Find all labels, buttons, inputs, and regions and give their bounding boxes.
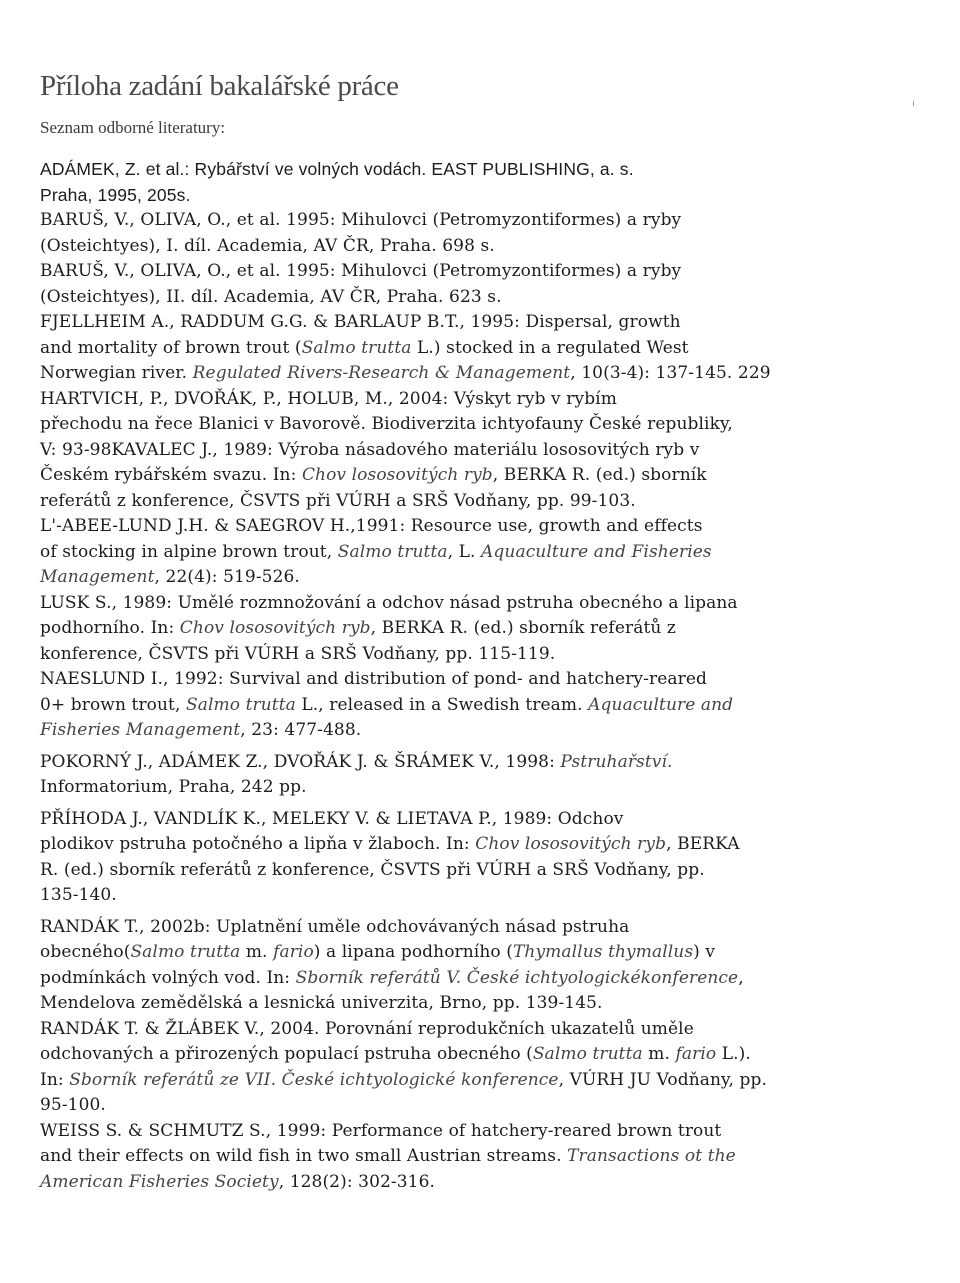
italic-text: Salmo trutta [186, 694, 296, 715]
reference-line [40, 387, 920, 413]
italic-text: Sborník referátů V. České ichtyologickékonference [295, 967, 739, 988]
reference-list [40, 157, 920, 1195]
reference-line [40, 540, 920, 566]
text-run: In: [40, 1069, 70, 1090]
text-run: (Osteichtyes), II. díl. Academia, AV ČR, Praha. 623 s. [40, 286, 502, 307]
italic-text: Regulated Rivers-Research & Management [192, 363, 571, 383]
text-run: podmínkách volných vod. In: [40, 967, 296, 988]
text-run: 95-100. [40, 1095, 106, 1115]
reference-line [40, 1042, 920, 1068]
reference-line [40, 438, 920, 464]
reference-line [40, 489, 920, 515]
text-run: NAESLUND I., 1992: Survival and distribution of pond- and hatchery-reared [40, 669, 707, 689]
reference-line [40, 775, 920, 801]
text-run: and their effects on wild fish in two small Austrian streams. [40, 1146, 568, 1166]
reference-line [40, 832, 920, 858]
reference-line [40, 966, 920, 992]
scan-mark [913, 101, 914, 106]
text-run: BARUŠ, V., OLIVA, O., et al. 1995: Mihulovci (Petromyzontiformes) a ryby [40, 210, 682, 230]
reference-entry [40, 1119, 920, 1196]
text-run: WEISS S. & SCHMUTZ S., 1999: Performance of hatchery-reared brown trout [40, 1120, 722, 1141]
text-run: Informatorium, Praha, 242 pp. [40, 777, 307, 797]
text-run: podhorního. In: [40, 618, 180, 638]
reference-line [40, 807, 920, 833]
reference-line [40, 208, 920, 234]
italic-text: Chov lososovitých ryb [475, 834, 667, 854]
page-title: Příloha zadání bakalářské práce [40, 70, 399, 102]
text-run: , BERKA R. (ed.) sborník referátů z [370, 618, 676, 638]
text-run: L'-ABEE-LUND J.H. & SAEGROV H.,1991: Resource use, growth and effects [40, 516, 703, 536]
reference-entry [40, 591, 920, 668]
text-run: ) a lipana podhorního ( [313, 942, 513, 962]
italic-text: Salmo trutta [532, 1044, 643, 1064]
reference-line [40, 1068, 920, 1094]
italic-text: Salmo trutta [301, 337, 412, 358]
reference-line [40, 1017, 920, 1043]
text-run: Českém rybářském svazu. In: [40, 465, 302, 485]
reference-line [40, 1093, 920, 1119]
text-run: PŘÍHODA J., VANDLÍK K., MELEKY V. & LIETAVA P., 1989: Odchov [40, 808, 624, 829]
text-run: odchovaných a přirozených populací pstruha obecného ( [40, 1044, 533, 1064]
text-run: L., released in a Swedish tream. [295, 694, 589, 715]
reference-entry [40, 157, 920, 208]
reference-line [40, 883, 920, 909]
text-run: , L. [447, 541, 482, 562]
italic-text: Aquaculture and [588, 694, 734, 715]
reference-line [40, 565, 920, 591]
reference-line [40, 858, 920, 884]
italic-text: Sborník referátů ze VII. České ichtyologické konference [69, 1069, 559, 1090]
text-run: HARTVICH, P., DVOŘÁK, P., HOLUB, M., 2004: Výskyt ryb v rybím [40, 388, 617, 409]
reference-line [40, 463, 920, 489]
reference-line [40, 285, 920, 311]
reference-line [40, 940, 920, 966]
italic-text: fario [675, 1044, 717, 1064]
text-run: referátů z konference, ČSVTS při VÚRH a SRŠ Vodňany, pp. 99-103. [40, 490, 636, 511]
page-subtitle: Seznam odborné literatury: [40, 118, 226, 137]
italic-text: American Fisheries Society [40, 1171, 279, 1192]
italic-text: Chov lososovitých ryb [179, 618, 371, 638]
reference-line [40, 718, 920, 744]
text-run: , 10(3-4): 137-145. 229 [570, 363, 771, 383]
text-run: ADÁMEK, Z. et al.: Rybářství ve volných vodách. EAST PUBLISHING, a. s. [40, 159, 634, 179]
text-run: konference, ČSVTS při VÚRH a SRŠ Vodňany, pp. 115-119. [40, 643, 556, 664]
reference-entry [40, 667, 920, 744]
reference-line [40, 1119, 920, 1145]
reference-line [40, 667, 920, 693]
text-run: and mortality of brown trout ( [40, 337, 302, 358]
text-run: V: 93-98KAVALEC J., 1989: Výroba násadového materiálu lososovitých ryb v [40, 439, 700, 460]
reference-line [40, 259, 920, 285]
reference-line [40, 616, 920, 642]
reference-line [40, 336, 920, 362]
reference-line [40, 915, 920, 941]
italic-text: Salmo trutta [130, 942, 241, 962]
text-run: 0+ brown trout, [40, 694, 186, 715]
reference-line [40, 183, 920, 209]
italic-text: Pstruhařství. [560, 751, 673, 772]
text-run: R. (ed.) sborník referátů z konference, ČSVTS při VÚRH a SRŠ Vodňany, pp. [40, 859, 705, 880]
text-run: POKORNÝ J., ADÁMEK Z., DVOŘÁK J. & ŠRÁMEK V., 1998: [40, 751, 561, 772]
text-run: , 128(2): 302-316. [278, 1171, 435, 1192]
reference-entry [40, 310, 920, 387]
reference-line [40, 591, 920, 617]
text-run: , 23: 477-488. [240, 720, 362, 740]
reference-line [40, 991, 920, 1017]
text-run: , BERKA R. (ed.) sborník [492, 465, 707, 485]
text-run: m. [642, 1044, 676, 1064]
text-run: , BERKA [666, 834, 740, 854]
text-run: of stocking in alpine brown trout, [40, 541, 338, 562]
reference-line [40, 361, 920, 387]
reference-entry [40, 208, 920, 259]
reference-line [40, 642, 920, 668]
text-run: obecného( [40, 942, 131, 962]
text-run: plodikov pstruha potočného a lipňa v žlaboch. In: [40, 834, 476, 854]
reference-line [40, 412, 920, 438]
italic-text: Management [40, 567, 155, 587]
reference-entry [40, 1017, 920, 1119]
reference-line [40, 1144, 920, 1170]
italic-text: Fisheries Management [40, 720, 241, 740]
italic-text: fario [273, 942, 314, 962]
text-run: , VÚRH JU Vodňany, pp. [558, 1069, 767, 1090]
reference-line [40, 310, 920, 336]
text-run: RANDÁK T. & ŽLÁBEK V., 2004. Porovnání reprodukčních ukazatelů uměle [40, 1018, 694, 1039]
text-run: L.) stocked in a regulated West [411, 337, 689, 358]
reference-entry [40, 259, 920, 310]
reference-entry [40, 387, 920, 515]
italic-text: Salmo trutta [337, 541, 448, 562]
text-run: 135-140. [40, 885, 117, 905]
text-run: , [738, 967, 744, 988]
reference-entry [40, 514, 920, 591]
reference-entry [40, 807, 920, 909]
reference-line [40, 750, 920, 776]
italic-text: Chov lososovitých ryb [301, 465, 493, 485]
text-run: (Osteichtyes), I. díl. Academia, AV ČR, Praha. 698 s. [40, 235, 495, 256]
text-run: Norwegian river. [40, 363, 193, 383]
italic-text: Aquaculture and Fisheries [481, 541, 712, 562]
text-run: Praha, 1995, 205s. [40, 184, 191, 205]
text-run: LUSK S., 1989: Umělé rozmnožování a odchov násad pstruha obecného a lipana [40, 592, 738, 613]
reference-line [40, 234, 920, 260]
text-run: , 22(4): 519-526. [154, 567, 300, 587]
text-run: BARUŠ, V., OLIVA, O., et al. 1995: Mihulovci (Petromyzontiformes) a ryby [40, 261, 682, 281]
reference-line [40, 514, 920, 540]
text-run: přechodu na řece Blanici v Bavorově. Biodiverzita ichtyofauny České republiky, [40, 414, 733, 434]
italic-text: Thymallus thymallus [512, 942, 694, 962]
reference-entry [40, 750, 920, 801]
reference-line [40, 157, 920, 183]
text-run: L.). [716, 1044, 751, 1064]
text-run: m. [240, 942, 274, 962]
text-run: FJELLHEIM A., RADDUM G.G. & BARLAUP B.T., 1995: Dispersal, growth [40, 312, 681, 332]
reference-line [40, 1170, 920, 1196]
text-run: ) v [693, 942, 716, 962]
italic-text: Transactions ot the [567, 1146, 736, 1166]
text-run: Mendelova zemědělská a lesnická univerzita, Brno, pp. 139-145. [40, 993, 603, 1013]
text-run: RANDÁK T., 2002b: Uplatnění uměle odchovávaných násad pstruha [40, 916, 630, 937]
reference-line [40, 693, 920, 719]
reference-entry [40, 915, 920, 1017]
